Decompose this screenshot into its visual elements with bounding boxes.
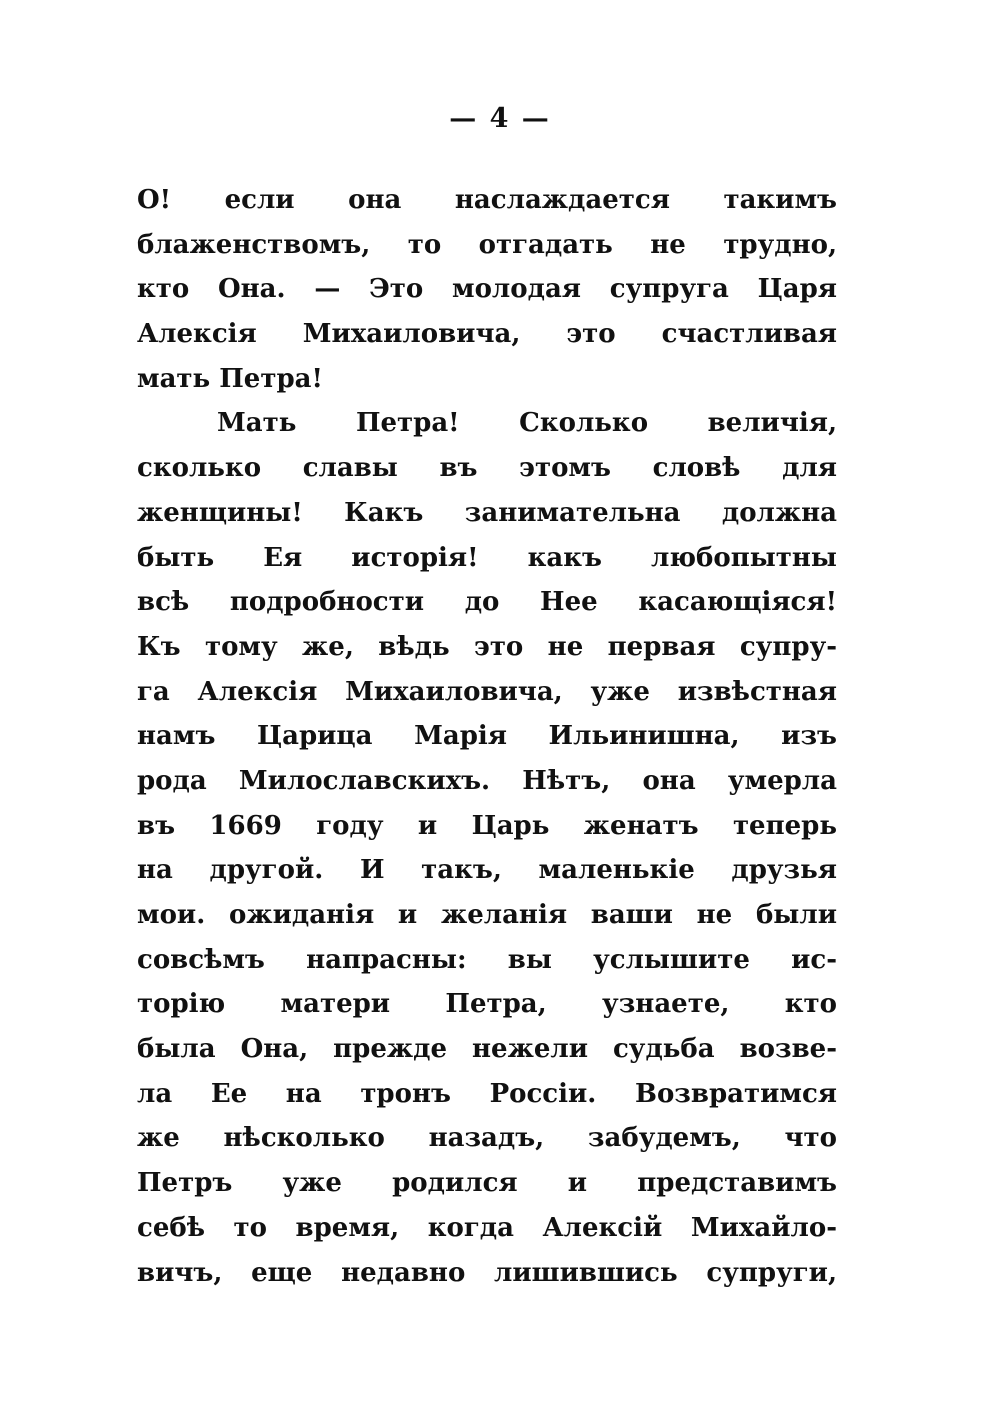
text-line: Алексія Михаиловича, это счастливая — [137, 319, 837, 350]
text-line: же нѣсколько назадъ, забудемъ, что — [137, 1123, 837, 1154]
text-line: быть Ея исторія! какъ любопытны — [137, 542, 837, 573]
text-line: сколько славы въ этомъ словѣ для — [137, 453, 837, 484]
text-line: на другой. И такъ, маленькіе друзья — [137, 855, 837, 886]
text-line: намъ Царица Марія Ильинишна, изъ — [137, 721, 837, 752]
text-line: блаженствомъ, то отгадать не трудно, — [137, 229, 837, 260]
text-line: О! если она наслаждается такимъ — [137, 185, 837, 215]
text-line: совсѣмъ напрасны: вы услышите ис- — [137, 944, 837, 975]
page-number: — 4 — — [449, 103, 551, 134]
text-line: Петръ уже родился и представимъ — [137, 1168, 837, 1199]
text-line: вичъ, еще недавно лишившись супруги, — [137, 1257, 837, 1288]
text-line: себѣ то время, когда Алексій Михайло- — [137, 1212, 837, 1243]
text-line: всѣ подробности до Нее касающіяся! — [137, 587, 837, 618]
paragraph-end-line: мать Петра! — [137, 363, 323, 394]
text-line: кто Она. — Это молодая супруга Царя — [137, 274, 837, 305]
text-line: мои. ожиданія и желанія ваши не были — [137, 900, 837, 930]
body-text — [137, 178, 837, 1295]
paragraph-start-line: Мать Петра! Сколько величія, — [217, 408, 837, 439]
text-line: женщины! Какъ занимательна должна — [137, 497, 837, 528]
text-line: ла Ее на тронъ Россіи. Возвратимся — [137, 1078, 837, 1109]
text-line: га Алексія Михаиловича, уже извѣстная — [137, 676, 837, 707]
text-line: была Она, прежде нежели судьба возве- — [137, 1034, 837, 1065]
text-line: рода Милославскихъ. Нѣтъ, она умерла — [137, 765, 837, 796]
text-line: Къ тому же, вѣдь это не первая супру- — [137, 631, 837, 662]
text-line: въ 1669 году и Царь женатъ теперь — [137, 810, 837, 841]
text-line: торію матери Петра, узнаете, кто — [137, 989, 837, 1020]
